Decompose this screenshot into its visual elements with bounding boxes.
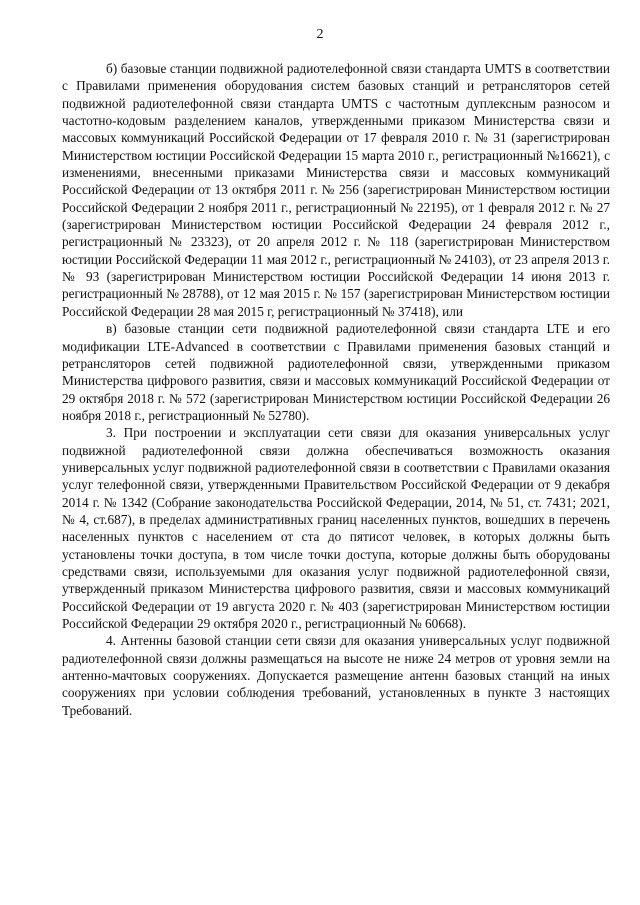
paragraph-item-4-antenna-height: 4. Антенны базовой станции сети связи для оказания универсальных услуг подвижной радиотелефонной связи должны размещаться на высоте не ниже 24 метров от уровня земли на антенно-мачтовых сооружениях. Допускается размещение антенн базовых станций на иных сооружениях при условии соблюдения требований, установленных в пункте 3 настоящих Требований. (62, 633, 610, 718)
paragraph-lte-base-stations: в) базовые станции сети подвижной радиотелефонной связи стандарта LTE и его модификации LTE-Advanced в соответствии с Правилами применения базовых станций и ретрансляторов сетей подвижной радиотелефонной связи, утвержденными приказом Министерства цифрового развития, связи и массовых коммуникаций Российской Федерации от 29 октября 2018 г. № 572 (зарегистрирован Министерством юстиции Российской Федерации 26 ноября 2018 г., регистрационный № 52780). (62, 321, 610, 423)
document-body (62, 60, 610, 719)
paragraph-item-3-network-construction: 3. При построении и эксплуатации сети связи для оказания универсальных услуг подвижной радиотелефонной связи должна обеспечиваться возможность оказания универсальных услуг подвижной радиотелефонной связи в соответствии с Правилами оказания услуг телефонной связи, утвержденными Правительством Российской Федерации от 9 декабря 2014 г. № 1342 (Собрание законодательства Российской Федерации, 2014, № 51, ст. 7431; 2021, № 4, ст.687), в пределах административных границ населенных пунктов, вошедших в перечень населенных пунктов с населением от ста до пятисот человек, в которых должны быть установлены точки доступа, в том числе точки доступа, которые должны быть оборудованы средствами связи, используемыми для оказания услуг подвижной радиотелефонной связи, утвержденный приказом Министерства цифрового развития, связи и массовых коммуникаций Российской Федерации от 19 августа 2020 г. № 403 (зарегистрирован Министерством юстиции Российской Федерации 29 октября 2020 г., регистрационный № 60668). (62, 425, 610, 631)
page-number: 2 (316, 27, 324, 42)
paragraph-umts-base-stations: б) базовые станции подвижной радиотелефонной связи стандарта UMTS в соответствии с Правилами применения оборудования систем базовых станций и ретрансляторов сетей подвижной радиотелефонной связи стандарта UMTS с частотным дуплексным разносом и частотно-кодовым разделением каналов, утвержденными приказом Министерства связи и массовых коммуникаций Российской Федерации от 17 февраля 2010 г. № 31 (зарегистрирован Министерством юстиции Российской Федерации 15 марта 2010 г., регистрационный №16621), с изменениями, внесенными приказами Министерства связи и массовых коммуникаций Российской Федерации от 13 октября 2011 г. № 256 (зарегистрирован Министерством юстиции Российской Федерации 2 ноября 2011 г., регистрационный № 22195), от 1 февраля 2012 г. № 27 (зарегистрирован Министерством юстиции Российской Федерации 24 февраля 2012 г., регистрационный № 23323), от 20 апреля 2012 г. № 118 (зарегистрирован Министерством юстиции Российской Федерации 11 мая 2012 г., регистрационный № 24103), от 23 апреля 2013 г. № 93 (зарегистрирован Министерством юстиции Российской Федерации 14 июня 2013 г. регистрационный № 28788), от 12 мая 2015 г. № 157 (зарегистрирован Министерством юстиции Российской Федерации 28 мая 2015 г, регистрационный № 37418), или (62, 61, 610, 319)
